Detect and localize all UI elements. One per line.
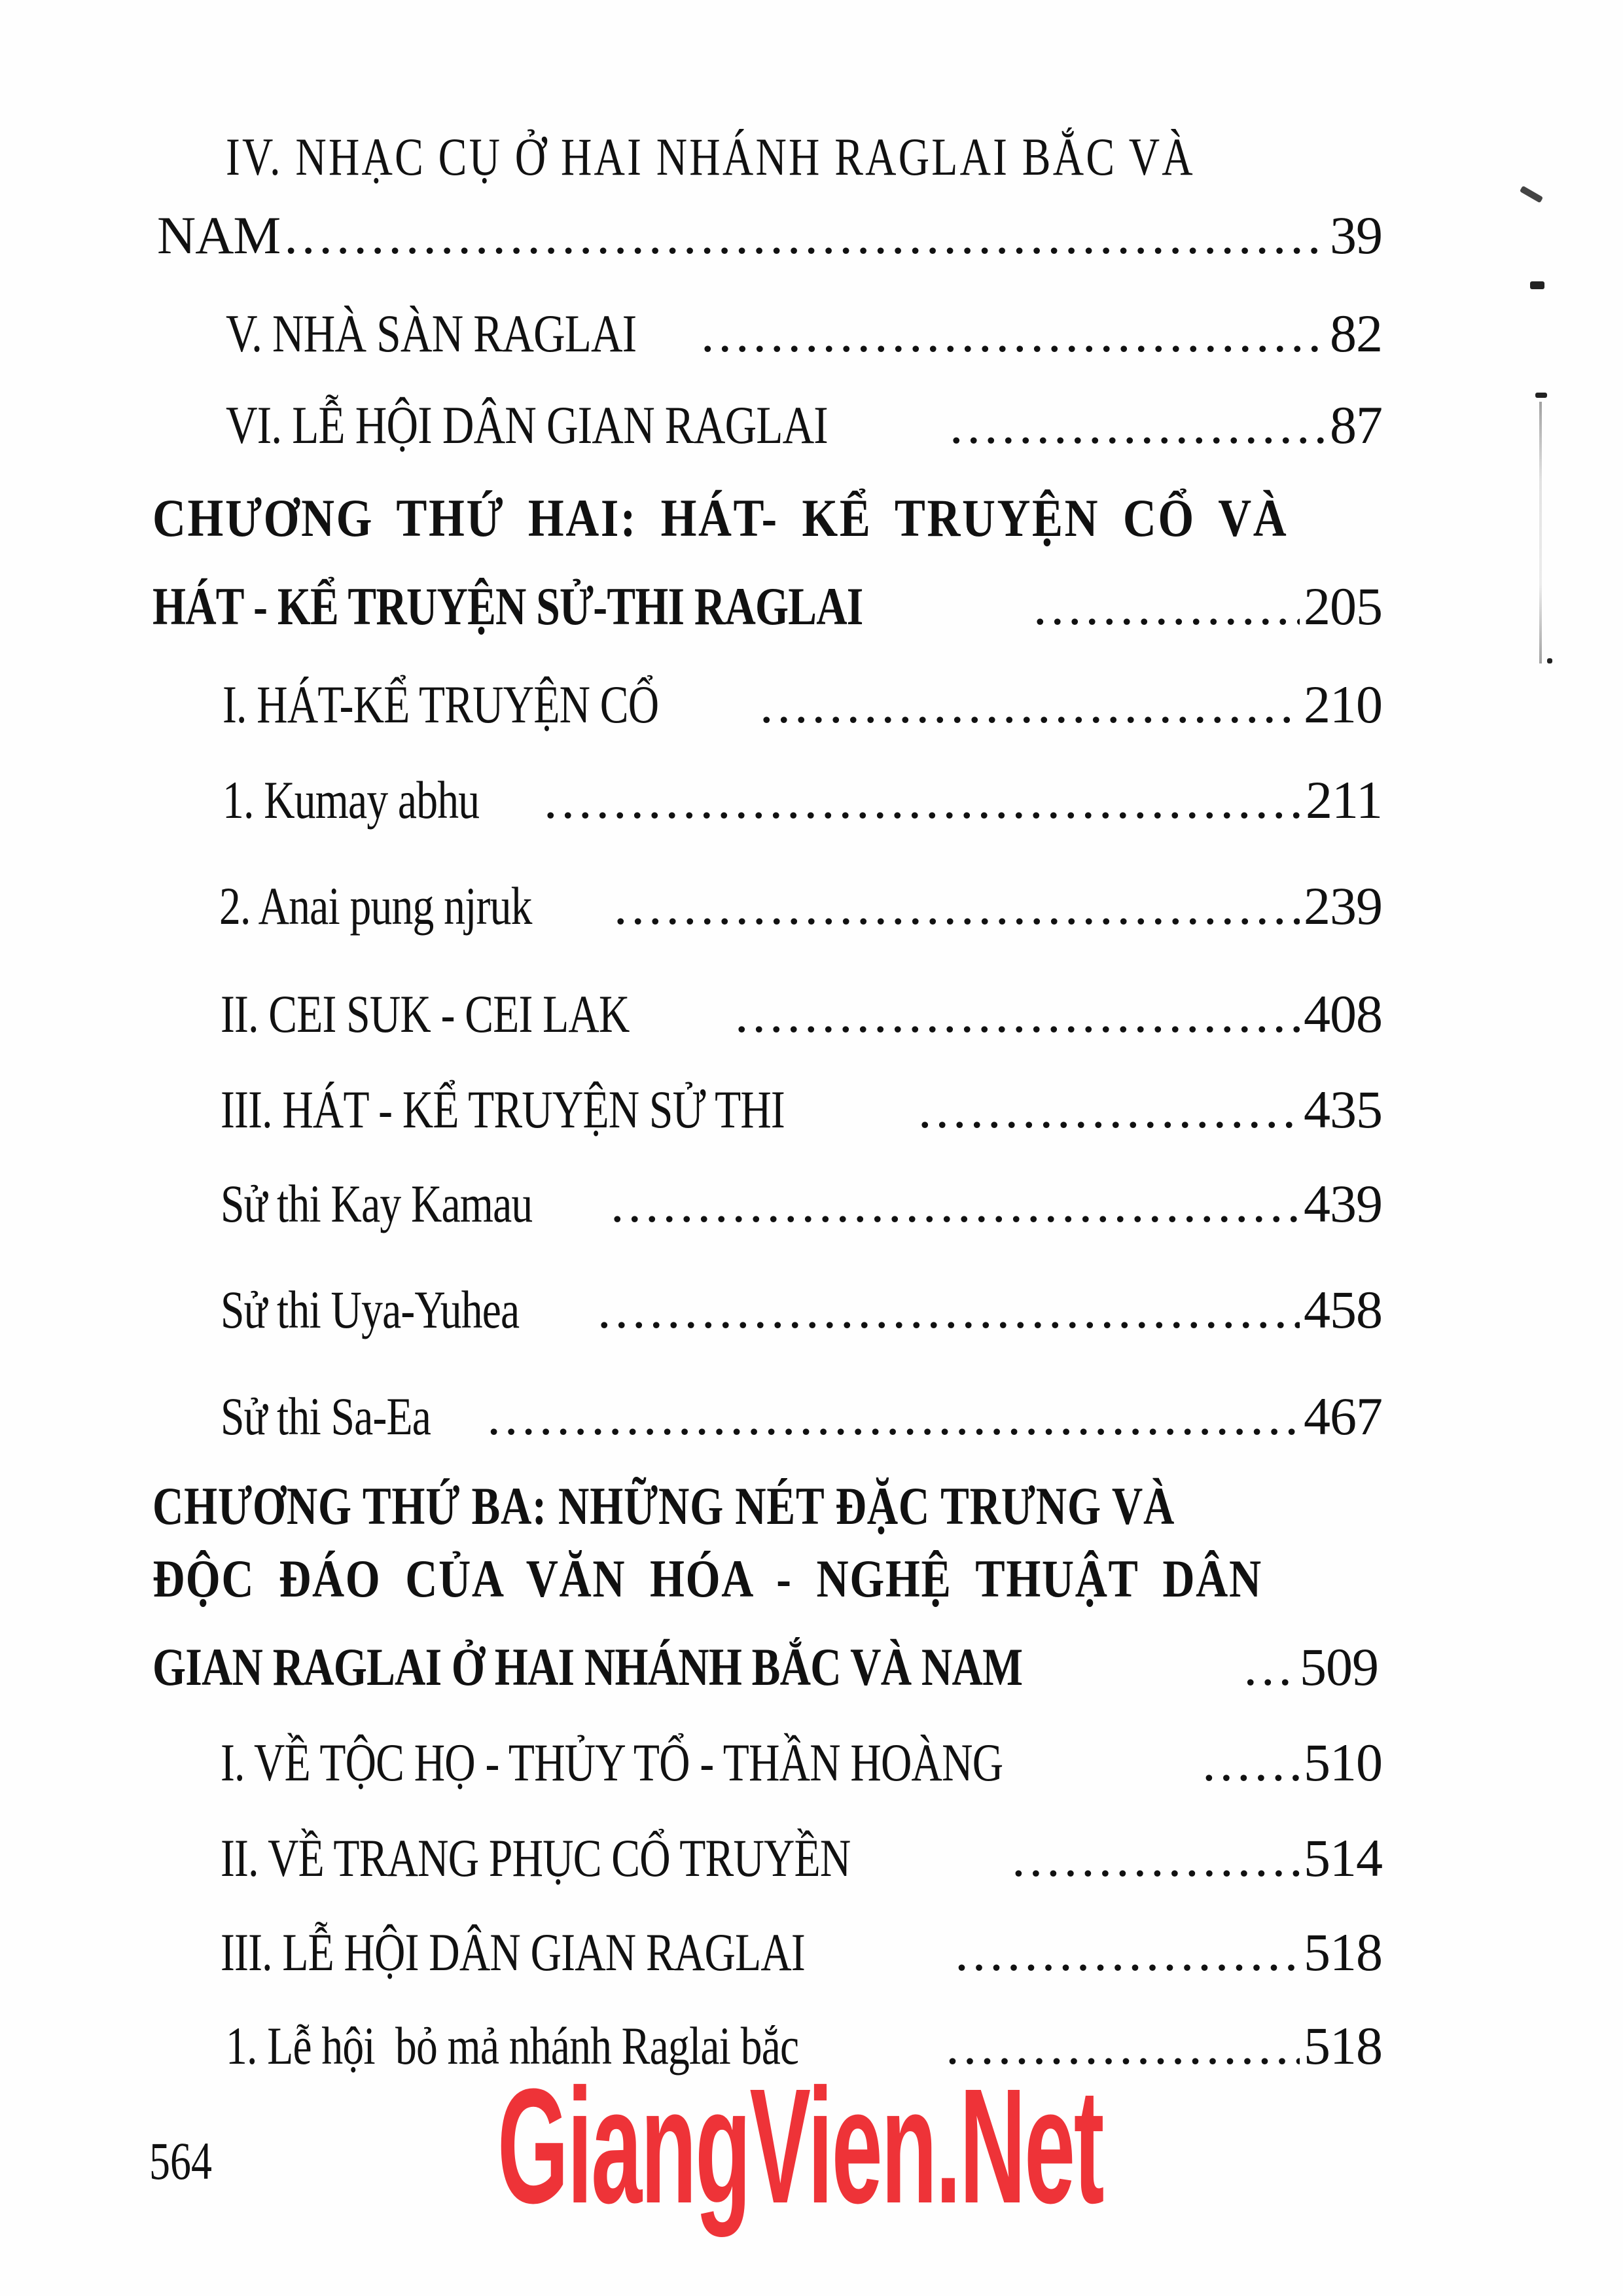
toc-page-number: 518 xyxy=(1304,1922,1382,1982)
dot-leader xyxy=(1202,1736,1300,1790)
toc-entry-title: III. LỄ HỘI DÂN GIAN RAGLAI xyxy=(221,1922,805,1982)
toc-page-number: 435 xyxy=(1304,1080,1382,1139)
dot-leader xyxy=(955,1926,1300,1979)
toc-entry[interactable] xyxy=(223,755,1382,830)
dot-leader xyxy=(544,773,1302,827)
toc-entry-title: 1. Kumay abhu xyxy=(223,770,480,830)
toc-page-number: 467 xyxy=(1304,1386,1382,1446)
watermark-logo: GiangVien.Net xyxy=(497,2055,1103,2237)
toc-entry[interactable] xyxy=(221,1907,1382,1982)
toc-page-number: 458 xyxy=(1304,1280,1382,1339)
toc-entry-title: NAM xyxy=(157,205,281,265)
chapter-heading xyxy=(152,488,1473,548)
toc-page-number: 87 xyxy=(1330,395,1382,455)
toc-page-number: 39 xyxy=(1330,205,1382,265)
toc-entry[interactable] xyxy=(221,1065,1382,1137)
dot-leader xyxy=(284,209,1326,262)
toc-page-number: 205 xyxy=(1304,576,1382,636)
dot-leader xyxy=(611,1177,1300,1231)
toc-page-number: 514 xyxy=(1304,1828,1382,1888)
scan-artifact xyxy=(1535,393,1547,398)
toc-entry[interactable] xyxy=(223,660,1382,732)
page-number: 564 xyxy=(149,2131,212,2191)
toc-entry-title: Sử thi Sa-Ea xyxy=(221,1386,431,1446)
dot-leader xyxy=(950,398,1326,452)
toc-entry-title: V. NHÀ SÀN RAGLAI xyxy=(226,304,637,363)
toc-entry[interactable] xyxy=(219,861,1382,936)
chapter-title-line: CHƯƠNG THỨ BA: NHỮNG NÉT ĐẶC TRƯNG VÀ xyxy=(152,1476,1175,1536)
dot-leader xyxy=(760,678,1300,732)
chapter-title-line: CHƯƠNG THỨ HAI: HÁT- KỂ TRUYỆN CỔ VÀ xyxy=(152,488,1289,548)
toc-page-number: 82 xyxy=(1330,304,1382,363)
dot-leader xyxy=(1012,1831,1300,1885)
scan-artifact xyxy=(1520,186,1543,203)
toc-entry[interactable] xyxy=(221,969,1382,1044)
toc-page-number: 211 xyxy=(1306,770,1382,830)
toc-entry-title: I. HÁT-KỂ TRUYỆN CỔ xyxy=(223,675,659,734)
scan-artifact xyxy=(1530,281,1544,289)
toc-entry-title: Sử thi Kay Kamau xyxy=(221,1174,533,1233)
toc-page-number: 439 xyxy=(1304,1174,1382,1233)
scan-artifact xyxy=(1539,402,1542,663)
dot-leader xyxy=(1244,1640,1296,1694)
toc-entry[interactable] xyxy=(221,1813,1382,1888)
chapter-title-line: HÁT - KỂ TRUYỆN SỬ-THI RAGLAI xyxy=(152,576,863,636)
dot-leader xyxy=(735,987,1300,1041)
toc-entry-chapter[interactable] xyxy=(152,561,1382,636)
toc-entry-title: II. CEI SUK - CEI LAK xyxy=(221,984,630,1044)
toc-entry-title: II. VỀ TRANG PHỤC CỔ TRUYỀN xyxy=(221,1828,851,1888)
chapter-heading xyxy=(152,1549,1489,1608)
dot-leader xyxy=(614,879,1300,933)
toc-page-number: 518 xyxy=(1304,2016,1382,2075)
toc-entry-title: VI. LỄ HỘI DÂN GIAN RAGLAI xyxy=(226,395,828,455)
toc-entry[interactable] xyxy=(157,190,1382,265)
toc-entry-title: III. HÁT - KỂ TRUYỆN SỬ THI xyxy=(221,1080,785,1139)
chapter-title-line: GIAN RAGLAI Ở HAI NHÁNH BẮC VÀ NAM xyxy=(152,1637,1023,1697)
toc-entry-title: 1. Lễ hội bỏ mả nhánh Raglai bắc xyxy=(226,2016,799,2075)
dot-leader xyxy=(597,1283,1300,1337)
toc-page-number: 509 xyxy=(1300,1637,1378,1697)
chapter-title-line: ĐỘC ĐÁO CỦA VĂN HÓA - NGHỆ THUẬT DÂN xyxy=(152,1549,1262,1608)
toc-entry-line xyxy=(226,127,1396,186)
toc-entry[interactable] xyxy=(226,289,1382,361)
toc-entry-chapter[interactable] xyxy=(152,1622,1378,1697)
toc-entry[interactable] xyxy=(221,1159,1382,1231)
chapter-heading xyxy=(152,1476,1431,1536)
dot-leader xyxy=(701,307,1326,361)
toc-entry-title: I. VỀ TỘC HỌ - THỦY TỔ - THẦN HOÀNG xyxy=(221,1733,1003,1792)
toc-page-number: 210 xyxy=(1304,675,1382,734)
toc-entry[interactable] xyxy=(221,1718,1382,1790)
toc-page-number: 408 xyxy=(1304,984,1382,1044)
toc-entry[interactable] xyxy=(226,380,1382,455)
toc-entry[interactable] xyxy=(221,1371,1382,1446)
dot-leader xyxy=(1033,580,1300,633)
toc-entry-title: IV. NHẠC CỤ Ở HAI NHÁNH RAGLAI BẮC VÀ xyxy=(226,127,1195,186)
dot-leader xyxy=(918,1083,1300,1137)
toc-page-number: 239 xyxy=(1304,876,1382,936)
toc-page-number: 510 xyxy=(1304,1733,1382,1792)
toc-entry-title: Sử thi Uya-Yuhea xyxy=(221,1280,520,1339)
scan-artifact xyxy=(1547,658,1552,663)
toc-entry-title: 2. Anai pung njruk xyxy=(219,876,532,936)
dot-leader xyxy=(487,1390,1300,1443)
toc-entry[interactable] xyxy=(221,1265,1382,1337)
